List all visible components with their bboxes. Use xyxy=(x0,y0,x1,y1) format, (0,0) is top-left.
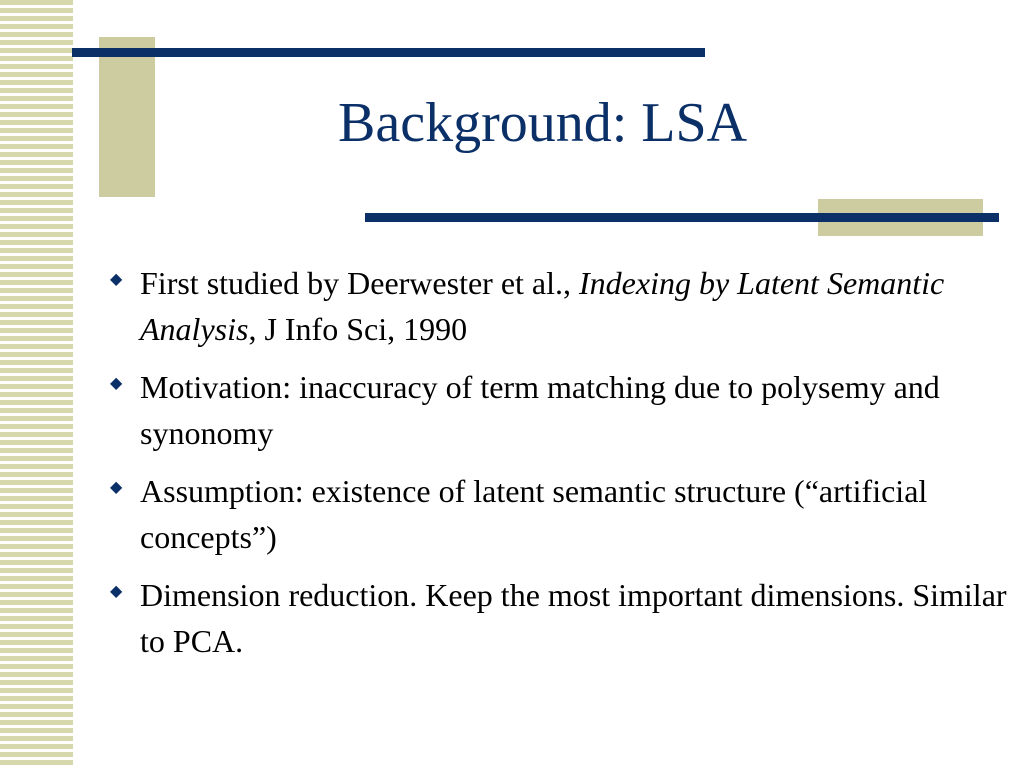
decor-navy-bar-bottom xyxy=(365,213,999,222)
bullet-text-tail: , J Info Sci, 1990 xyxy=(248,311,468,347)
bullet-item xyxy=(108,364,1008,456)
diamond-bullet-icon: ◆ xyxy=(110,583,123,600)
diamond-bullet-icon: ◆ xyxy=(110,479,123,496)
bullet-text: Motivation: inaccuracy of term matching due to polysemy and synonomy xyxy=(140,369,940,451)
bullet-item xyxy=(108,260,1008,352)
bullet-list xyxy=(108,260,1008,676)
bullet-text: First studied by Deerwester et al., xyxy=(140,265,579,301)
bullet-text-italic: Indexing by Latent Semantic Analysis xyxy=(140,265,945,347)
diamond-bullet-icon: ◆ xyxy=(110,375,123,392)
slide-title: Background: LSA xyxy=(338,92,748,154)
striped-margin xyxy=(0,0,73,768)
bullet-text: Assumption: existence of latent semantic structure (“artificial concepts”) xyxy=(140,473,928,555)
bullet-item xyxy=(108,572,1008,664)
bullet-text: Dimension reduction. Keep the most important dimensions. Similar to PCA. xyxy=(140,577,1007,659)
bullet-item xyxy=(108,468,1008,560)
diamond-bullet-icon: ◆ xyxy=(110,271,123,288)
decor-tan-block-top xyxy=(99,37,155,197)
decor-navy-bar-top xyxy=(72,48,705,57)
